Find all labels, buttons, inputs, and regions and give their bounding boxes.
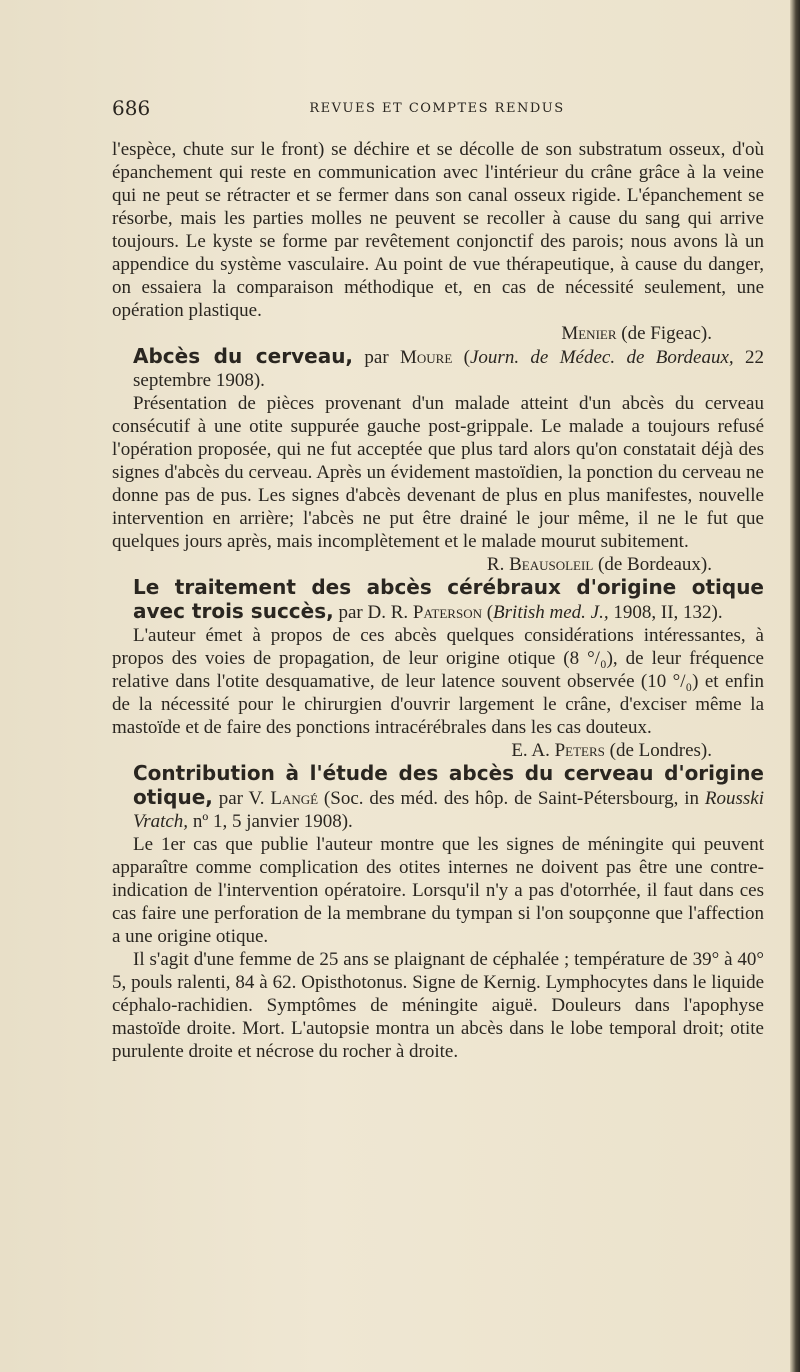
entry-body: Présentation de pièces provenant d'un malade atteint d'un abcès du cerveau consécutif à une otite suppurée gauche post-grippale. Le malade a toujours refusé l'opération proposée, qui ne fut acceptée que plus tard alors qu'on constatait déjà des signes d'abcès du cerveau. Après un évidement mastoïdien, la ponction du cerveau ne donne pas de pus. Les signes d'abcès devenant de plus en plus manifestes, nouvelle intervention en arrière; l'abcès ne put être drainé le jour même, il ne le fut que quelques jours après, mais incomplètement et le malade mourut subitement. bbox=[112, 393, 764, 552]
entry-heading-abces-cerveau: Abcès du cerveau, par Moure (Journ. de Médec. de Bordeaux, 22 septembre 1908). bbox=[133, 344, 765, 391]
entry-title: Abcès du cerveau, bbox=[133, 344, 354, 368]
reviewer-signature: Menier (de Figeac). bbox=[561, 323, 712, 344]
entry-body-case: Il s'agit d'une femme de 25 ans se plaignant de céphalée ; température de 39° à 40° 5, pouls ralenti, 84 à 62. Opisthotonus. Signe de Kernig. Lymphocytes dans le liquide céphalo-rachidien. Symptômes de méningite aiguë. Douleurs dans l'apophyse mastoïde droite. Mort. L'autopsie montra un abcès dans le lobe temporal droit; otite purulente droite et nécrose du rocher à droite. bbox=[112, 949, 764, 1062]
journal-name: British med. J., bbox=[493, 602, 609, 623]
reviewer-signature: R. Beausoleil (de Bordeaux). bbox=[486, 554, 712, 575]
page-header bbox=[112, 96, 762, 118]
entry-heading-traitement: Le traitement des abcès cérébraux d'origine otique avec trois succès, par D. R. Paterson (British med. J., 1908, II, 132). bbox=[133, 575, 764, 623]
entry-body: Le 1er cas que publie l'auteur montre que les signes de méningite qui peuvent apparaître comme complication des otites internes ne doivent pas être une contre-indication de l'intervention opératoire. Lorsqu'il n'y a pas d'otorrhée, il faut dans ces cas faire une perforation de la membrane du tympan si l'on soupçonne que l'affection a une origine otique. bbox=[112, 834, 764, 947]
entry-title: Contribution à l'étude des abcès du cerveau d'origine otique, bbox=[133, 761, 764, 809]
reviewer-signature: E. A. Peters (de Londres). bbox=[511, 740, 712, 761]
entry-author: Langé bbox=[270, 788, 319, 809]
continued-paragraph: l'espèce, chute sur le front) se déchire et se décolle de son substratum osseux, d'où épanchement qui reste en communication avec l'intérieur du crâne grâce à la veine qui ne peut se rétracter et se fermer dans son canal osseux rigide. L'épanchement se résorbe, mais les parties molles ne peuvent se recoller à cause du sang qui arrive toujours. Le kyste se forme par revêtement conjonctif des parois; nous avons là un appendice du système vasculaire. Au point de vue thérapeutique, à cause du danger, on essaiera la comparaison méthodique et, en cas de nécessité seulement, une opération plastique. bbox=[112, 139, 764, 321]
entry-author: Moure bbox=[400, 347, 453, 368]
page-edge-shadow bbox=[790, 0, 800, 1372]
page-number: 686 bbox=[112, 96, 151, 120]
running-title: REVUES ET COMPTES RENDUS bbox=[309, 101, 565, 116]
entry-heading-contribution: Contribution à l'étude des abcès du cerveau d'origine otique, par V. Langé (Soc. des méd. des hôp. de Saint-Pétersbourg, in Rousski Vratch, nº 1, 5 janvier 1908). bbox=[133, 761, 764, 832]
entry-author: Paterson bbox=[412, 602, 482, 623]
article-text bbox=[112, 138, 764, 1063]
journal-name: Rousski Vratch, bbox=[133, 788, 764, 832]
journal-name: Journ. de Médec. de Bordeaux, bbox=[470, 347, 734, 368]
entry-title: Le traitement des abcès cérébraux d'origine otique avec trois succès, bbox=[133, 575, 764, 623]
entry-body: L'auteur émet à propos de ces abcès quelques considérations intéressantes, à propos des voies de propagation, de leur origine otique (8 °/₀), de leur fréquence relative dans l'otite desquamative, de leur latence souvent observée (10 °/₀) et enfin de la nécessité pour le chirurgien d'ouvrir largement le crâne, d'exciser même la mastoïde et de faire des ponctions intracérébrales dans les cas douteux. bbox=[112, 625, 764, 738]
